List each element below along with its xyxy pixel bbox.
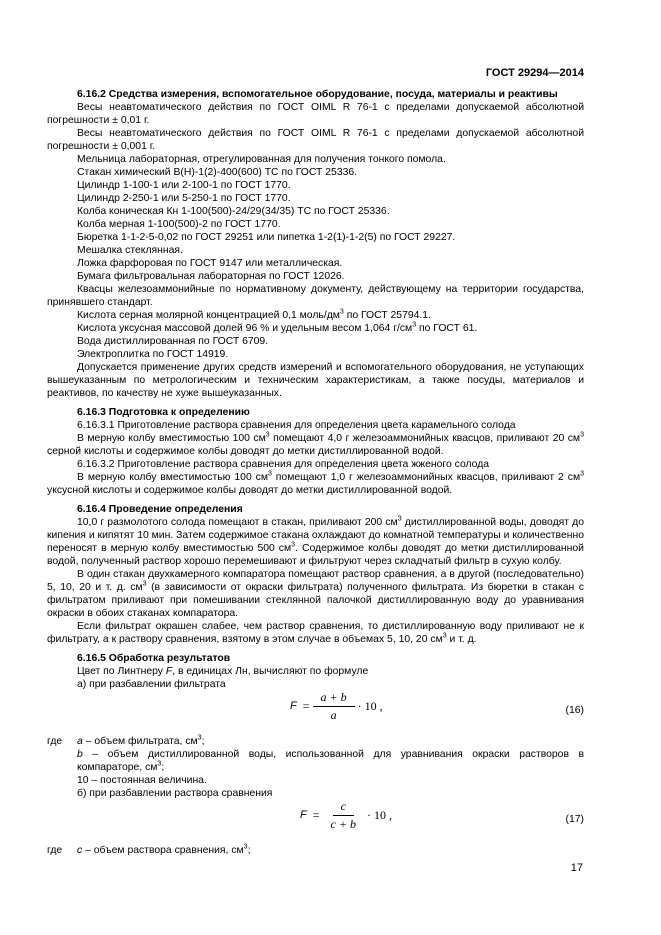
fraction: $\frac{a + b}{a}$ — [313, 691, 355, 722]
equipment-item: Вода дистиллированная по ГОСТ 6709. — [77, 336, 269, 347]
section-6-16-3-title: 6.16.3 Подготовка к определению — [77, 407, 250, 418]
page-content — [47, 88, 584, 857]
section-6-16-2-title: 6.16.2 Средства измерения, вспомогательное оборудование, посуда, материалы и реактивы — [77, 89, 558, 100]
equipment-item: Мешалка стеклянная. — [77, 245, 183, 256]
equipment-item: Колба коническая Кн 1-100(500)-24/29(34/35) ТС по ГОСТ 25336. — [77, 206, 390, 217]
where-definition: где c – объем раствора сравнения, $см^3$; — [47, 843, 251, 856]
formula-number: (17) — [565, 814, 584, 825]
paragraph: 6.16.3.2 Приготовление раствора сравнения для определения цвета жженого солода — [77, 459, 490, 470]
section-6-16-4-title: 6.16.4 Проведение определения — [77, 504, 243, 515]
standard-header: ГОСТ 29294—2014 — [485, 67, 584, 79]
equipment-item: Электроплитка по ГОСТ 14919. — [77, 349, 229, 360]
paragraph: В мерную колбу вместимостью 100 $см^3$ помещают 4,0 г железоаммонийных квасцов, приливают 20 $см^3$ серной кислоты и содержимое колбы доводят до метки дистиллированной водой. — [47, 431, 584, 457]
paragraph: а) при разбавлении фильтрата — [77, 679, 226, 690]
equipment-item: Бумага фильтровальная лабораторная по ГОСТ 12026. — [77, 271, 345, 282]
paragraph: б) при разбавлении раствора сравнения — [77, 788, 273, 799]
equipment-item: Мельница лабораторная, отрегулированная для получения тонкого помола. — [77, 154, 446, 165]
equipment-item: Ложка фарфоровая по ГОСТ 9147 или металлическая. — [77, 258, 343, 269]
equipment-item: Весы неавтоматического действия по ГОСТ OIML R 76-1 с пределами допускаемой абсолютной погрешности ± 0,001 г. — [47, 128, 584, 152]
formula-17: F = $\frac{c}{c + b}$ · 10 , (17) — [300, 799, 584, 831]
where-definition: где a – объем фильтрата, $см^3$; — [47, 734, 205, 747]
fraction: $\frac{c}{c + b}$ — [330, 799, 356, 831]
equipment-note: Допускается применение других средств измерений и вспомогательного оборудования, не уступающих вышеуказанным по метрологическим и техническим характеристикам, а также посуды, материалов и реактивов, по качеству не хуже вышеуказанных. — [47, 362, 584, 399]
paragraph: 10,0 г размолотого солода помещают в стакан, приливают 200 $см^3$ дистиллированной воды, доводят до кипения и кипятят 10 мин. Затем содержимое стакана охлаждают до комнатной температуры и количественно переносят в мерную колбу вместимостью 500 $см^3$. Содержимое колбы доводят до метки дистиллированной водой, полученный раствор хорошо перемешивают и фильтруют через складчатый фильтр в сухую колбу. — [47, 515, 585, 567]
equipment-item: Цилиндр 2-250-1 или 5-250-1 по ГОСТ 1770. — [77, 193, 291, 204]
paragraph: В один стакан двухкамерного компаратора помещают раствор сравнения, а в другой (последовательно) 5, 10, 20 и т. д. $см^3$ (в зависимости от окраски фильтрата) полученного фильтрата. Из бюретки в стакан с фильтратом приливают при помешивании стеклянной палочкой дистиллированную воду до уравнивания окраски в обоих стаканах компаратора. — [47, 569, 585, 619]
where-definition: b – объем дистиллированной воды, использованной для уравнивания окраски растворов в компараторе, $см^3$; — [77, 749, 584, 773]
equipment-item-sulfuric-acid: Кислота серная молярной концентрацией 0,1 моль/$дм^3$ по ГОСТ 25794.1. — [77, 308, 431, 321]
equipment-item: Квасцы железоаммонийные по нормативному документу, действующему на территории государства, принявшего стандарт. — [47, 284, 584, 308]
where-definition: 10 – постоянная величина. — [77, 775, 207, 786]
equipment-item: Бюретка 1-1-2-5-0,02 по ГОСТ 29251 или пипетка 1-2(1)-1-2(5) по ГОСТ 29227. — [77, 232, 456, 243]
section-6-16-5-title: 6.16.5 Обработка результатов — [77, 653, 231, 664]
formula-number: (16) — [565, 705, 584, 716]
equipment-item: Цилиндр 1-100-1 или 2-100-1 по ГОСТ 1770. — [77, 180, 291, 191]
equipment-item: Весы неавтоматического действия по ГОСТ OIML R 76-1 с пределами допускаемой абсолютной погрешности ± 0,01 г. — [47, 102, 584, 126]
equipment-item: Стакан химический В(Н)-1(2)-400(600) ТС по ГОСТ 25336. — [77, 167, 358, 178]
formula-16: F = $\frac{a + b}{a}$ · 10 , (16) — [290, 690, 584, 722]
equipment-item-acetic-acid: Кислота уксусная массовой долей 96 % и удельным весом 1,064 $г/см^3$ по ГОСТ 61. — [77, 321, 478, 334]
equipment-item: Колба мерная 1-100(500)-2 по ГОСТ 1770. — [77, 219, 281, 230]
paragraph: Если фильтрат окрашен слабее, чем раствор сравнения, то дистиллированную воду приливают не к фильтрату, а к раствору сравнения, взятому в этом случае в объемах 5, 10, 20 $см^3$ и т. д. — [47, 621, 584, 645]
paragraph: 6.16.3.1 Приготовление раствора сравнения для определения цвета карамельного солода — [77, 420, 516, 431]
page-number: 17 — [570, 862, 583, 874]
paragraph: Цвет по Линтнеру F, в единицах Лн, вычисляют по формуле — [77, 666, 369, 677]
paragraph: В мерную колбу вместимостью 100 $см^3$ помещают 1,0 г железоаммонийных квасцов, приливают 2 $см^3$ уксусной кислоты и содержимое колбы доводят до метки дистиллированной водой. — [47, 470, 584, 496]
